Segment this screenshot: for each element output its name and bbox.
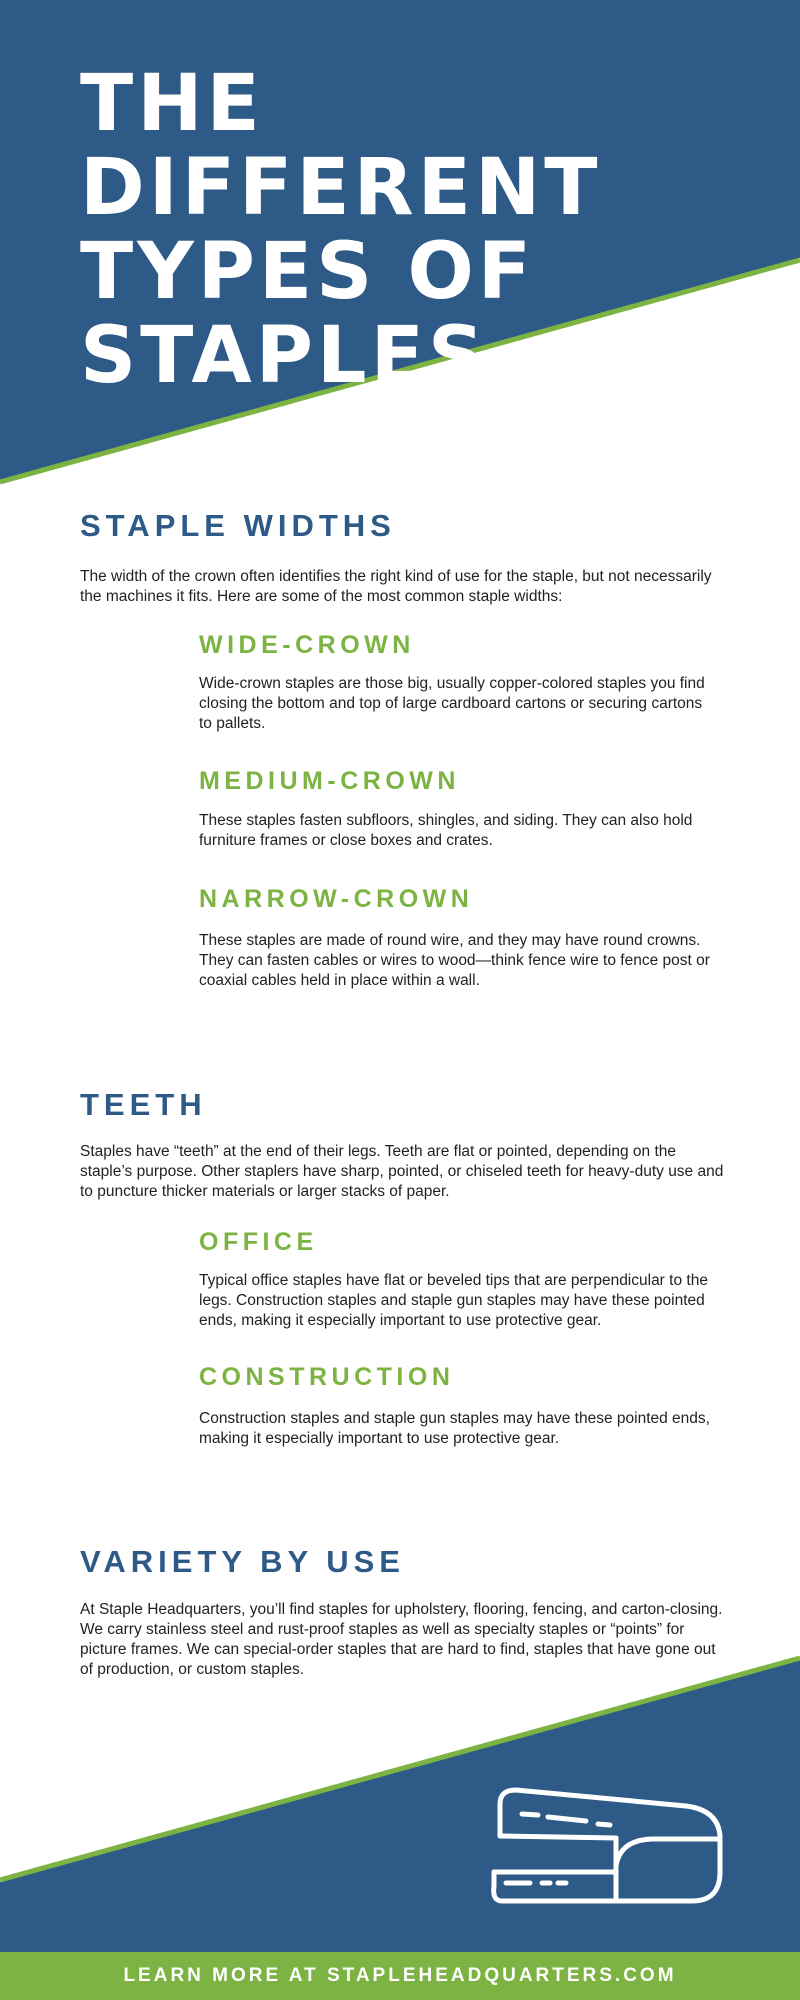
stapler-icon [486, 1784, 726, 1904]
subheading-office: OFFICE [199, 1228, 318, 1256]
text-office: Typical office staples have flat or beveled tips that are perpendicular to the legs. Construction staples and staple gun staples may have these pointed ends, making it especially important to use protective gear. [199, 1272, 708, 1329]
section-intro-teeth: Staples have “teeth” at the end of their legs. Teeth are flat or pointed, depending on the staple’s purpose. Other staplers have sharp, pointed, or chiseled teeth for heavy-duty use and to puncture thicker materials or larger stacks of paper. [80, 1143, 724, 1200]
title-line: STAPLES [80, 311, 489, 401]
section-intro-staple-widths: The width of the crown often identifies the right kind of use for the staple, but not necessarily the machines it fits. Here are some of the most common staple widths: [80, 568, 712, 605]
text-narrow-crown: These staples are made of round wire, and they may have round crowns. They can fasten cables or wires to wood—think fence wire to fence post or coaxial cables held in place within a wall. [199, 932, 710, 989]
footer-link-text[interactable]: LEARN MORE AT STAPLEHEADQUARTERS.COM [123, 1965, 677, 1986]
text-medium-crown: These staples fasten subfloors, shingles, and siding. They can also hold furniture frames or close boxes and crates. [199, 812, 693, 849]
section-heading-variety-by-use: VARIETY BY USE [80, 1544, 405, 1579]
subheading-narrow-crown: NARROW-CROWN [199, 885, 474, 913]
subheading-wide-crown: WIDE-CROWN [199, 631, 415, 659]
text-construction: Construction staples and staple gun staples may have these pointed ends, making it especially important to use protective gear. [199, 1410, 710, 1447]
section-intro-variety-by-use: At Staple Headquarters, you’ll find staples for upholstery, flooring, fencing, and carton-closing. We carry stainless steel and rust-proof staples as well as specialty staples or “points” for picture frames. We can special-order staples that are hard to find, staples that have gone out of production, or custom staples. [80, 1601, 723, 1678]
text-wide-crown: Wide-crown staples are those big, usually copper-colored staples you find closing the bottom and top of large cardboard cartons or securing cartons to pallets. [199, 675, 705, 732]
page-title [80, 59, 780, 401]
subheading-medium-crown: MEDIUM-CROWN [199, 767, 460, 795]
subheading-construction: CONSTRUCTION [199, 1363, 455, 1391]
title-line: TYPES OF [80, 227, 536, 317]
section-heading-teeth: TEETH [80, 1087, 207, 1122]
footer-bar [0, 1952, 800, 2000]
section-heading-staple-widths: STAPLE WIDTHS [80, 508, 396, 543]
title-line: THE DIFFERENT [80, 59, 602, 233]
